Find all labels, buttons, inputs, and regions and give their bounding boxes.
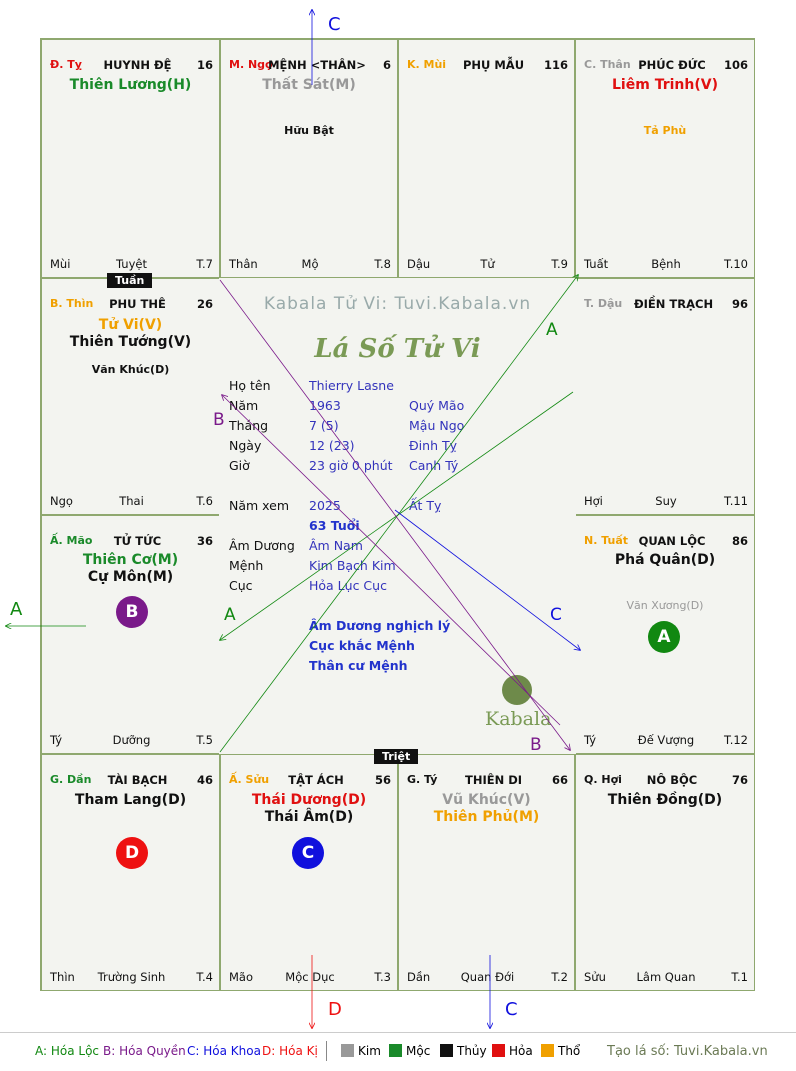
value-nam-xem: 2025 <box>309 498 341 513</box>
foot-mid: Tử <box>480 257 495 271</box>
palace-name: NÔ BỘC <box>646 773 698 787</box>
palace-name: MỆNH <THÂN> <box>268 58 366 72</box>
age: 76 <box>731 773 748 787</box>
foot-left: Thân <box>229 257 258 271</box>
label-gio: Giờ <box>229 458 250 473</box>
value-gio-cc: Canh Tý <box>409 458 459 473</box>
arrow-label-a-left: A <box>10 599 23 620</box>
arrow-label-c-center: C <box>550 605 562 625</box>
legend-hoa <box>492 1044 533 1058</box>
foot-left: Mùi <box>50 257 71 271</box>
value-nam-cc: Quý Mão <box>409 398 465 413</box>
foot-left: Ngọ <box>50 494 73 508</box>
palace-name: PHÚC ĐỨC <box>638 58 706 72</box>
main-star: Phá Quân(D) <box>614 552 716 568</box>
can-chi: Q. Hợi <box>584 773 622 786</box>
foot-left: Dần <box>407 970 431 984</box>
foot-mid: Bệnh <box>651 257 681 271</box>
value-ngay-cc: Đinh Tỵ <box>409 438 458 453</box>
legend-kim <box>341 1044 381 1058</box>
age: 46 <box>196 773 213 787</box>
foot-right: T.1 <box>731 970 748 984</box>
can-chi: M. Ngọ <box>229 58 273 71</box>
age: 6 <box>382 58 391 72</box>
age: 26 <box>196 297 213 311</box>
value-am-duong: Âm Nam <box>309 538 363 553</box>
legend-hoa-ki: D: Hóa Kị <box>262 1044 318 1058</box>
can-chi: K. Mùi <box>407 58 447 71</box>
age: 66 <box>551 773 568 787</box>
age: 56 <box>374 773 391 787</box>
foot-mid: Thai <box>119 494 144 508</box>
age: 86 <box>731 534 748 548</box>
legend-bar <box>0 1032 796 1071</box>
foot-right: T.4 <box>196 970 213 984</box>
can-chi: C. Thân <box>584 58 631 71</box>
age: 36 <box>196 534 213 548</box>
minor-star: Văn Khúc(D) <box>91 363 170 376</box>
foot-left: Tuất <box>584 257 609 271</box>
minor-star: Tả Phù <box>643 124 687 137</box>
legend-moc-label: Mộc <box>406 1044 431 1058</box>
note-1: Âm Dương nghịch lý <box>309 618 451 633</box>
arrow-label-b-left: B <box>213 410 225 430</box>
can-chi: Ấ. Sửu <box>229 773 270 786</box>
arrow-b-1 <box>220 280 570 750</box>
arrow-b-2 <box>222 395 560 725</box>
value-nam: 1963 <box>309 398 341 413</box>
triet-tag: Triệt <box>374 749 418 764</box>
palace-name: PHỤ MẪU <box>462 58 525 72</box>
main-star: Tử Vi(V) <box>98 317 163 333</box>
foot-mid: Trường Sinh <box>97 970 166 984</box>
can-chi: Đ. Tỵ <box>50 58 82 71</box>
foot-mid: Quan Đới <box>460 970 515 984</box>
palace-name: HUYNH ĐỆ <box>103 58 172 72</box>
hoa-ki-badge: D <box>116 837 148 869</box>
main-star: Thiên Đồng(D) <box>607 792 723 808</box>
minor-star: Văn Xương(D) <box>626 599 704 612</box>
foot-left: Thìn <box>50 970 75 984</box>
legend-hoa-khoa: C: Hóa Khoa <box>187 1044 261 1058</box>
foot-mid: Lâm Quan <box>636 970 696 984</box>
main-star-2: Thái Âm(D) <box>264 809 354 825</box>
foot-right: T.9 <box>551 257 568 271</box>
label-thang: Tháng <box>229 418 269 433</box>
foot-right: T.10 <box>724 257 748 271</box>
main-star: Tham Lang(D) <box>74 792 187 808</box>
can-chi: B. Thìn <box>50 297 94 310</box>
legend-kim-label: Kim <box>358 1044 381 1058</box>
palace-name: TỬ TỨC <box>113 534 162 548</box>
legend-hoa-label: Hỏa <box>509 1044 533 1058</box>
tho-swatch-icon <box>541 1044 554 1057</box>
legend-tho <box>541 1044 580 1058</box>
foot-left: Tý <box>584 733 597 747</box>
foot-right: T.12 <box>724 733 748 747</box>
hoa-khoa-badge: C <box>292 837 324 869</box>
main-star-2: Thiên Tướng(V) <box>69 334 192 350</box>
main-star-2: Cự Môn(M) <box>87 569 174 585</box>
arrow-label-c-bottom: C <box>505 999 518 1020</box>
main-star: Thái Dương(D) <box>251 792 367 808</box>
value-thang-cc: Mậu Ngọ <box>409 418 465 433</box>
label-cuc: Cục <box>229 578 253 593</box>
foot-mid: Mộ <box>301 257 319 271</box>
foot-mid: Suy <box>655 494 677 508</box>
value-cuc: Hỏa Lục Cục <box>309 578 387 593</box>
value-gio: 23 giờ 0 phút <box>309 458 393 473</box>
age: 106 <box>723 58 748 72</box>
foot-right: T.2 <box>551 970 568 984</box>
board-title: Lá Số Tử Vi <box>314 334 481 364</box>
foot-mid: Mộc Dục <box>285 970 335 984</box>
legend-hoa-loc: A: Hóa Lộc <box>35 1044 100 1058</box>
thuy-swatch-icon <box>440 1044 453 1057</box>
arrow-label-c-top: C <box>328 14 341 35</box>
note-2: Cục khắc Mệnh <box>309 638 415 653</box>
foot-mid: Dưỡng <box>112 733 151 747</box>
value-thang: 7 (5) <box>309 418 339 433</box>
main-star: Vũ Khúc(V) <box>442 792 531 808</box>
legend-thuy <box>440 1044 487 1058</box>
arrow-label-d-bottom: D <box>328 999 342 1020</box>
value-menh: Kim Bạch Kim <box>309 558 396 573</box>
watermark: Kabala Tử Vi: Tuvi.Kabala.vn <box>263 294 532 314</box>
value-ngay: 12 (23) <box>309 438 355 453</box>
foot-right: T.3 <box>374 970 391 984</box>
can-chi: N. Tuất <box>584 534 629 547</box>
tuan-tag: Tuần <box>107 273 152 288</box>
label-ngay: Ngày <box>229 438 262 453</box>
legend-hoa-quyen: B: Hóa Quyền <box>103 1044 186 1058</box>
foot-left: Sửu <box>584 970 606 984</box>
foot-left: Hợi <box>584 494 603 508</box>
palace-name: ĐIỀN TRẠCH <box>634 297 714 311</box>
foot-left: Mão <box>229 970 254 984</box>
minor-star: Hữu Bật <box>284 124 334 137</box>
age: 96 <box>731 297 748 311</box>
age: 16 <box>196 58 213 72</box>
legend-divider <box>326 1041 327 1061</box>
label-nam-xem: Năm xem <box>229 498 290 513</box>
palace-name: PHU THÊ <box>109 297 166 311</box>
age: 116 <box>543 58 568 72</box>
hoa-loc-badge: A <box>648 621 680 653</box>
can-chi: Ấ. Mão <box>50 534 93 547</box>
arrow-label-a-right: A <box>546 320 558 340</box>
arrow-a-2 <box>220 392 573 640</box>
logo-text: Kabala <box>485 708 552 730</box>
foot-right: T.8 <box>374 257 391 271</box>
foot-mid: Tuyệt <box>116 257 147 271</box>
palace-name: TẬT ÁCH <box>288 773 344 787</box>
main-star: Liêm Trinh(V) <box>612 77 718 93</box>
foot-left: Tý <box>50 733 63 747</box>
value-tuoi: 63 Tuổi <box>309 518 360 533</box>
hoa-quyen-badge: B <box>116 596 148 628</box>
main-star: Thiên Lương(H) <box>69 77 192 93</box>
hoa-swatch-icon <box>492 1044 505 1057</box>
arrow-c-2 <box>395 510 580 650</box>
can-chi: T. Dậu <box>584 297 623 310</box>
can-chi: G. Dần <box>50 773 92 786</box>
legend-thuy-label: Thủy <box>457 1044 487 1058</box>
arrow-label-b-bottom: B <box>530 735 542 755</box>
main-star-2: Thiên Phủ(M) <box>433 809 540 825</box>
palace-name: QUAN LỘC <box>638 534 706 548</box>
label-ho-ten: Họ tên <box>229 378 271 393</box>
main-star: Thất Sát(M) <box>262 77 356 93</box>
label-am-duong: Âm Dương <box>229 538 295 553</box>
label-nam: Năm <box>229 398 259 413</box>
palace-name: TÀI BẠCH <box>107 773 168 787</box>
foot-right: T.11 <box>724 494 748 508</box>
legend-tho-label: Thổ <box>558 1044 581 1058</box>
foot-right: T.6 <box>196 494 213 508</box>
arrow-label-a-center: A <box>224 605 236 625</box>
main-star: Thiên Cơ(M) <box>82 552 179 568</box>
palace-name: THIÊN DI <box>464 773 523 787</box>
legend-moc <box>389 1044 430 1058</box>
value-ho-ten: Thierry Lasne <box>309 378 394 393</box>
can-chi: G. Tý <box>407 773 438 786</box>
label-menh: Mệnh <box>229 558 264 573</box>
foot-right: T.5 <box>196 733 213 747</box>
moc-swatch-icon <box>389 1044 402 1057</box>
value-nam-xem-cc: Ất Tỵ <box>409 498 442 513</box>
kim-swatch-icon <box>341 1044 354 1057</box>
foot-right: T.7 <box>196 257 213 271</box>
note-3: Thân cư Mệnh <box>309 658 408 673</box>
site-link[interactable]: Tạo lá số: Tuvi.Kabala.vn <box>607 1044 768 1059</box>
foot-left: Dậu <box>407 257 431 271</box>
foot-mid: Đế Vượng <box>637 733 695 747</box>
